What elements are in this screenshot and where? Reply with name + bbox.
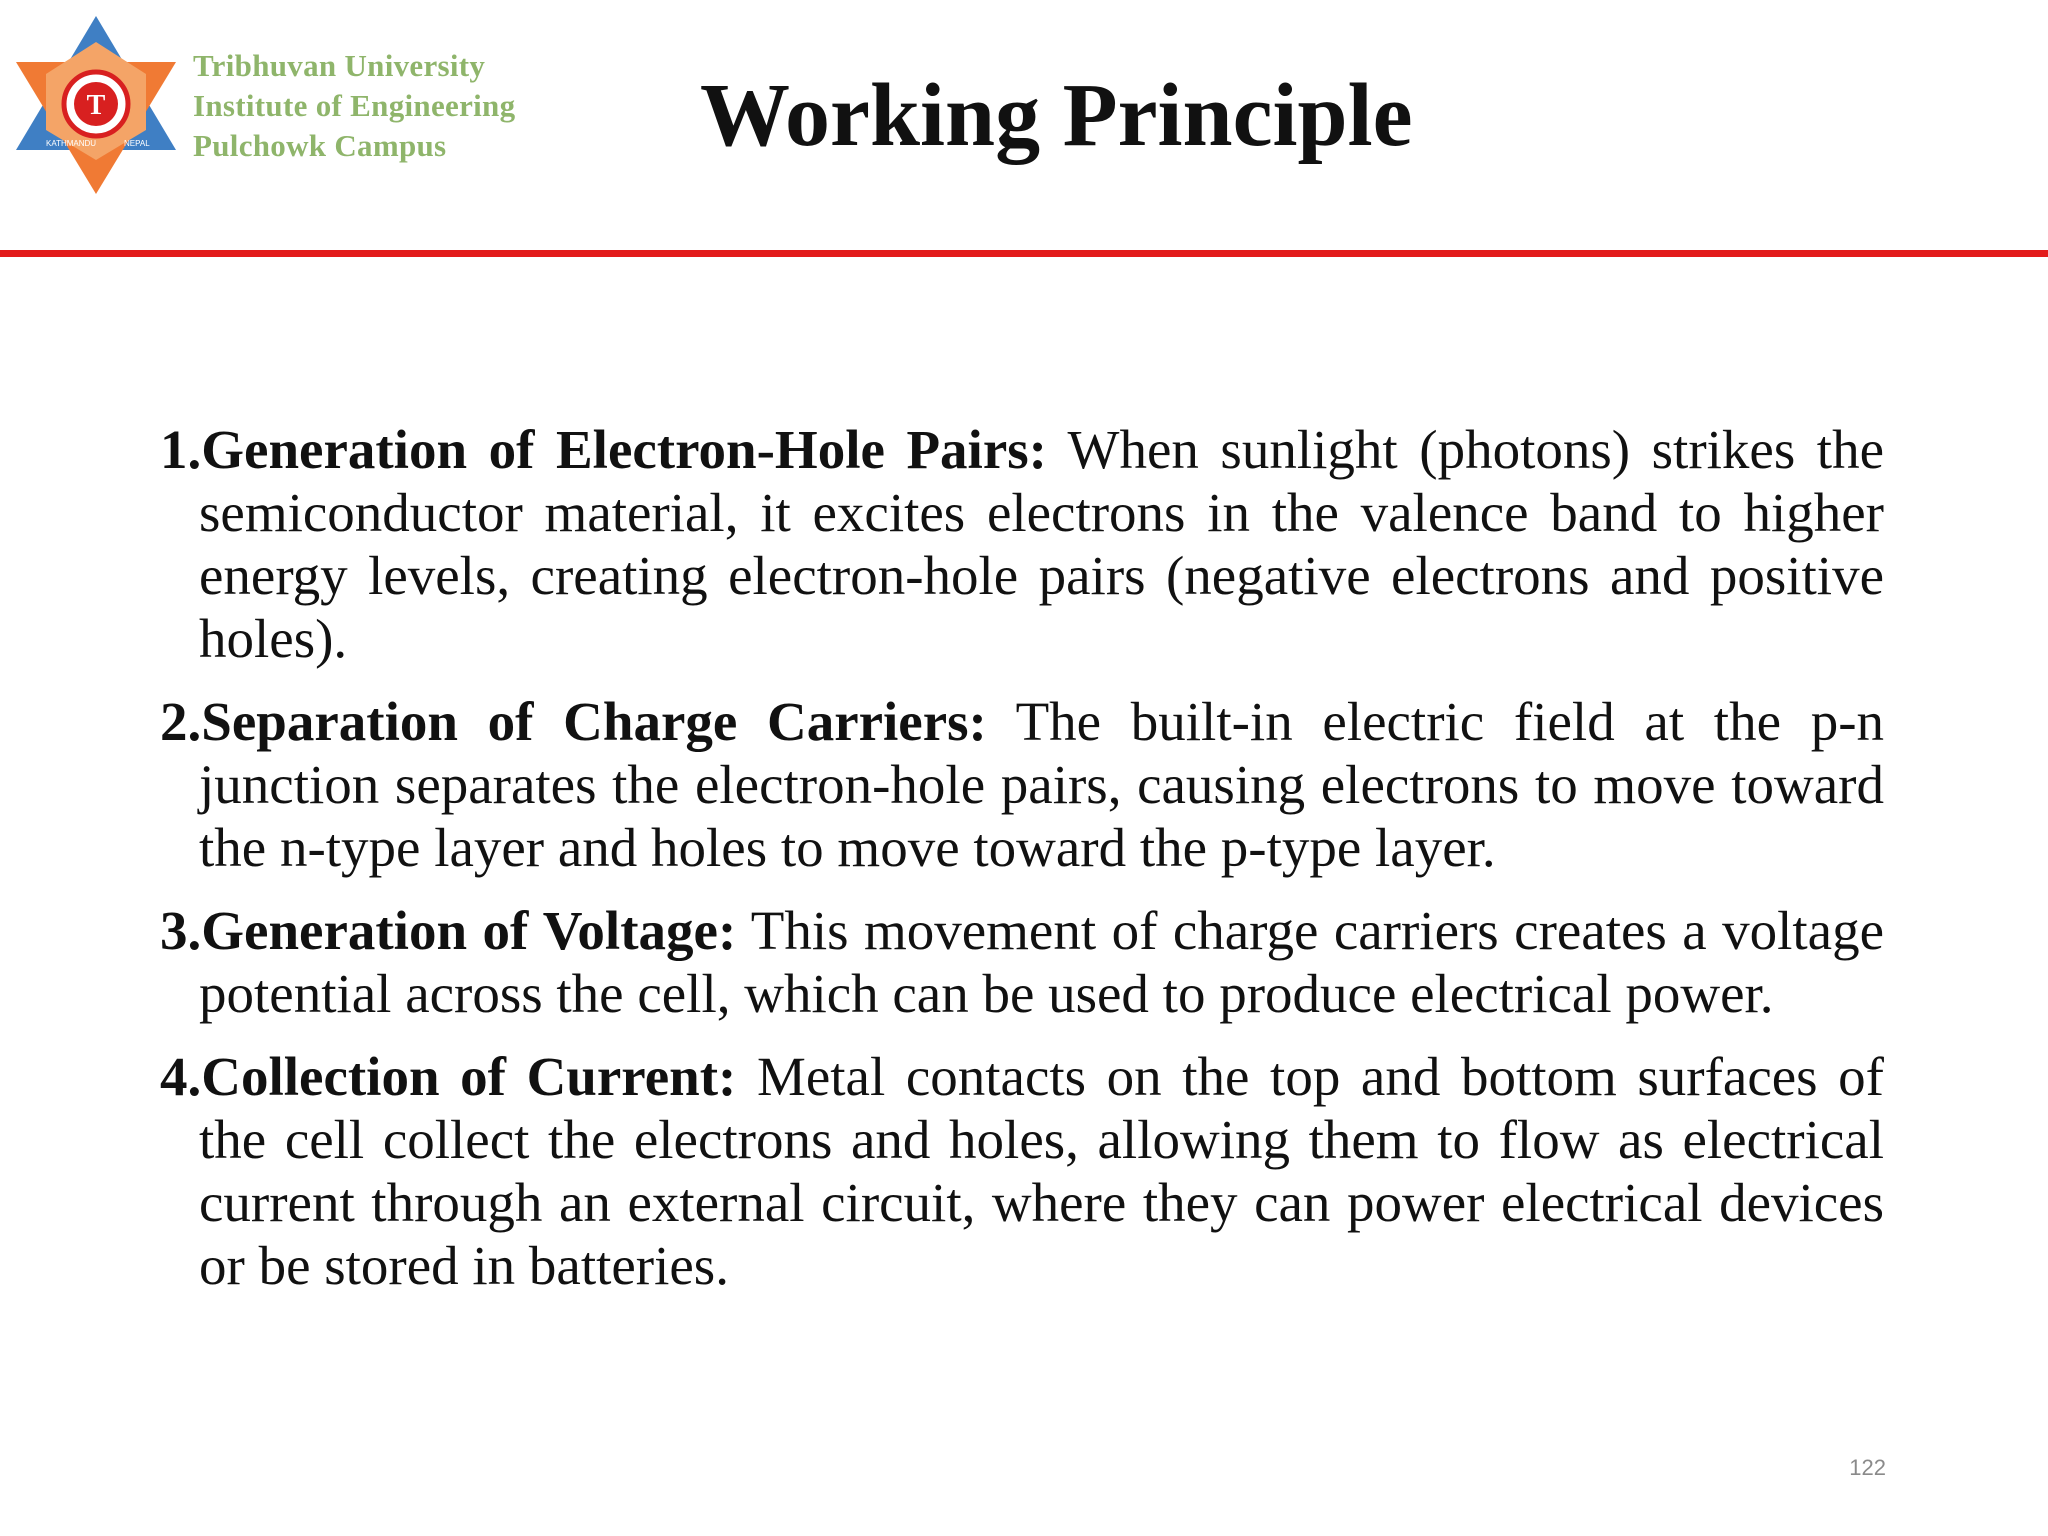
logo-text — [193, 46, 515, 166]
item-number: 3. — [160, 900, 202, 961]
svg-text:T: T — [86, 90, 106, 121]
logo-institute: Institute of Engineering — [193, 88, 516, 123]
logo-university: Tribhuvan University — [193, 48, 486, 83]
institution-logo — [8, 8, 608, 198]
item-text: When sunlight (photons) strikes the semiconductor material, it excites electrons in the valence band to higher energy levels, creating electron-hole pairs (negative electrons and positive holes). — [199, 419, 1884, 669]
item-heading: Separation of Charge Carriers: — [201, 691, 987, 752]
slide-title: Working Principle — [700, 66, 1413, 165]
logo-campus: Pulchowk Campus — [193, 128, 447, 163]
header-divider — [0, 250, 2048, 257]
item-text: The built-in electric field at the p-n junction separates the electron-hole pairs, causing electrons to move toward the n-type layer and holes to move toward the p-type layer. — [199, 691, 1885, 878]
seal-right-text: NEPAL — [124, 139, 150, 148]
principle-list — [160, 418, 1884, 1317]
item-number: 2. — [160, 691, 202, 752]
item-text: Metal contacts on the top and bottom surfaces of the cell collect the electrons and holes, allowing them to flow as electrical current through an external circuit, where they can power electrical devices or be stored in batteries. — [199, 1046, 1884, 1296]
item-text: This movement of charge carriers creates a voltage potential across the cell, which can be used to produce electrical power. — [199, 900, 1884, 1024]
item-heading: Collection of Current: — [201, 1046, 737, 1107]
item-number: 1. — [160, 419, 202, 480]
list-item — [160, 418, 1884, 670]
list-item — [160, 899, 1884, 1025]
list-item — [160, 690, 1884, 879]
item-number: 4. — [160, 1046, 202, 1107]
seal-left-text: KATHMANDU — [46, 139, 97, 148]
list-item — [160, 1045, 1884, 1297]
page-number: 122 — [1849, 1455, 1886, 1480]
tribhuvan-university-seal-icon — [12, 12, 180, 197]
item-heading: Generation of Voltage: — [201, 900, 737, 961]
item-heading: Generation of Electron-Hole Pairs: — [201, 419, 1047, 480]
